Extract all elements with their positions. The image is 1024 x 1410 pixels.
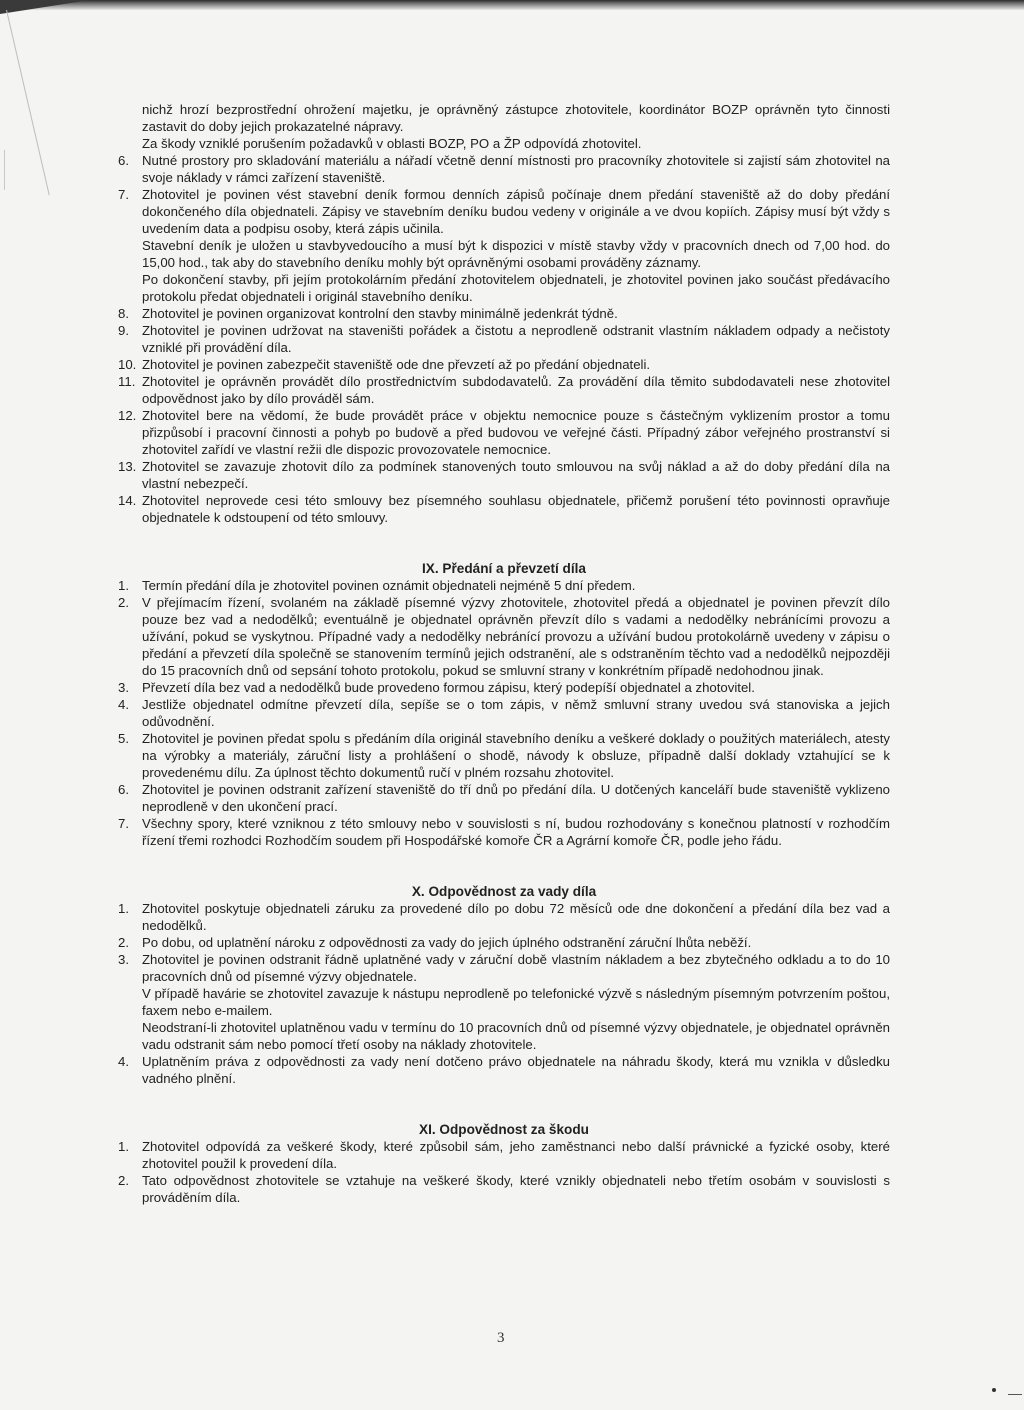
- item-text: Neodstraní-li zhotovitel uplatněnou vadu v termínu do 10 pracovních dnů od písemné výzvy objednatele, je objednatel oprávněn vadu odstranit sám nebo pomocí třetí osoby na náklady zhotovitele.: [142, 1020, 890, 1052]
- item-number: 14.: [118, 493, 137, 508]
- item-number: 1.: [118, 901, 129, 916]
- item-number: 2.: [118, 1173, 129, 1188]
- item-text: Zhotovitel odpovídá za veškeré škody, které způsobil sám, jeho zaměstnanci nebo další právnické a fyzické osoby, které zhotovitel použil k provedení díla.: [142, 1139, 890, 1171]
- section-heading-xi: XI. Odpovědnost za škodu: [419, 1122, 589, 1137]
- scan-edge-line: [4, 150, 5, 190]
- scan-speck: [992, 1388, 996, 1392]
- item-number: 3.: [118, 952, 129, 967]
- item-text: Tato odpovědnost zhotovitele se vztahuje na veškeré škody, které vznikly objednateli nebo třetím osobám v souvislosti s prováděním díla.: [142, 1173, 890, 1205]
- item-number: 10.: [118, 357, 137, 372]
- list-item: [118, 934, 890, 951]
- list-item: [118, 458, 890, 492]
- item-text: V případě havárie se zhotovitel zavazuje k nástupu neprodleně po telefonické výzvě s následným písemným potvrzením poštou, faxem nebo e-mailem.: [142, 986, 890, 1018]
- item-number: 9.: [118, 323, 129, 338]
- item-text: Zhotovitel je povinen předat spolu s předáním díla originál stavebního deníku a veškeré doklady o použitých materiálech, atesty na výrobky a materiály, záruční listy a prohlášení o shodě, návody k obsluze, případně další doklady vztahující se k provedenému dílu. Za úplnost těchto dokumentů ručí v plném rozsahu zhotovitel.: [142, 731, 890, 780]
- item-text: Zhotovitel je povinen odstranit zařízení staveniště do tří dnů po předání díla. U dotčených kanceláří bude staveniště vyklizeno neprodleně v den ukončení prací.: [142, 782, 890, 814]
- item-text: Zhotovitel se zavazuje zhotovit dílo za podmínek stanovených touto smlouvou na svůj náklad a až do doby předání díla na vlastní nebezpečí.: [142, 459, 890, 491]
- item-number: 4.: [118, 697, 129, 712]
- section-heading-ix: IX. Předání a převzetí díla: [422, 561, 586, 576]
- list-item: [118, 407, 890, 458]
- scan-mark: [1008, 1394, 1022, 1395]
- item-text: Všechny spory, které vzniknou z této smlouvy nebo v souvislosti s ní, budou rozhodovány s konečnou platností v rozhodčím řízení třemi rozhodci Rozhodčím soudem při Hospodářské komoře ČR a Agrární komoře ČR, podle jeho řádu.: [142, 816, 890, 848]
- item-text: V přejímacím řízení, svolaném na základě písemné výzvy zhotovitele, zhotovitel předá a objednatel je povinen převzít dílo pouze bez vad a nedodělků; eventuálně je objednatel oprávněn převzít dílo s vadami a nedodělky nebránícími provozu a užívání, pokud se vyskytnou. Případné vady a nedodělky nebránící provozu a užívání budou protokolárně uvedeny v zápisu o předání a převzetí díla společně se stanovením termínů jejich odstranění, ale s odstraněním těchto vad a nedodělků nejpozději do 15 pracovních dnů od sepsání tohoto protokolu, pokud se smluvní strany v konkrétním případě nedohodnou jinak.: [142, 595, 890, 678]
- item-number: 12.: [118, 408, 137, 423]
- item-text: Nutné prostory pro skladování materiálu a nářadí včetně denní místnosti pro pracovníky zhotovitele si zajistí sám zhotovitel na svoje náklady v rámci zařízení staveniště.: [142, 153, 890, 185]
- scan-fold-line: [6, 10, 50, 195]
- item-number: 11.: [118, 374, 136, 389]
- scan-top-edge: [0, 0, 1024, 10]
- section-heading-x: X. Odpovědnost za vady díla: [411, 884, 597, 899]
- item-text: Zhotovitel je povinen udržovat na staveništi pořádek a čistotu a neprodleně odstranit vlastním nákladem odpady a nečistoty vzniklé při provádění díla.: [142, 323, 890, 355]
- intro-paragraph: nichž hrozí bezprostřední ohrožení majetku, je oprávněný zástupce zhotovitele, koordinátor BOZP oprávněn tyto činnosti zastavit do doby jejich prokazatelné nápravy.: [142, 102, 890, 134]
- list-item: [118, 305, 890, 322]
- list-item: [118, 577, 890, 594]
- list-item: [118, 373, 890, 407]
- item-number: 2.: [118, 595, 129, 610]
- item-text: Zhotovitel poskytuje objednateli záruku za provedené dílo po dobu 72 měsíců ode dne dokončení a předání díla bez vad a nedodělků.: [142, 901, 890, 933]
- list-item: [118, 492, 890, 526]
- item-text: Uplatněním práva z odpovědnosti za vady není dotčeno právo objednatele na náhradu škody, která mu vznikla v důsledku vadného plnění.: [142, 1054, 890, 1086]
- list-item: [118, 679, 890, 696]
- item-number: 3.: [118, 680, 129, 695]
- item-number: 8.: [118, 306, 129, 321]
- list-item: [118, 781, 890, 815]
- item-number: 7.: [118, 816, 129, 831]
- list-item: [118, 696, 890, 730]
- list-item: [118, 1138, 890, 1172]
- item-number: 2.: [118, 935, 129, 950]
- item-text: Zhotovitel neprovede cesi této smlouvy bez písemného souhlasu objednatele, přičemž porušení této povinnosti opravňuje objednatele k odstoupení od této smlouvy.: [142, 493, 890, 525]
- item-text: Zhotovitel je povinen organizovat kontrolní den stavby minimálně jedenkrát týdně.: [142, 306, 618, 321]
- item-number: 5.: [118, 731, 129, 746]
- item-number: 6.: [118, 153, 129, 168]
- list-item: [118, 322, 890, 356]
- list-item: [118, 815, 890, 849]
- list-item: [118, 356, 890, 373]
- item-text: Jestliže objednatel odmítne převzetí díla, sepíše se o tom zápis, v němž smluvní strany uvedou svá stanoviska a jejich odůvodnění.: [142, 697, 890, 729]
- list-item: [118, 900, 890, 934]
- item-text: Zhotovitel je povinen zabezpečit staveniště ode dne převzetí až po předání objednateli.: [142, 357, 651, 372]
- item-text: Převzetí díla bez vad a nedodělků bude provedeno formou zápisu, který podepíší objednatel a zhotovitel.: [142, 680, 755, 695]
- item-number: 1.: [118, 1139, 129, 1154]
- list-item: [118, 730, 890, 781]
- item-number: 7.: [118, 187, 129, 202]
- item-number: 1.: [118, 578, 129, 593]
- document-body: [118, 101, 890, 1206]
- item-number: 13.: [118, 459, 137, 474]
- list-item: [118, 1172, 890, 1206]
- item-number: 6.: [118, 782, 129, 797]
- list-item: [118, 594, 890, 679]
- item-text: Po dobu, od uplatnění nároku z odpovědnosti za vady do jejich úplného odstranění záruční lhůta neběží.: [142, 935, 752, 950]
- item-text: Po dokončení stavby, při jejím protokolárním předání zhotovitelem objednateli, je zhotovitel povinen jako součást předávacího protokolu předat objednateli i originál stavebního deníku.: [142, 272, 890, 304]
- list-item: [118, 186, 890, 305]
- item-text: Zhotovitel je povinen odstranit řádně uplatněné vady v záruční době vlastním nákladem a bez zbytečného odkladu a to do 10 pracovních dnů od písemné výzvy objednatele.: [142, 952, 890, 984]
- item-text: Zhotovitel je oprávněn provádět dílo prostřednictvím subdodavatelů. Za provádění díla těmito subdodavateli nese zhotovitel odpovědnost jako by dílo prováděl sám.: [142, 374, 890, 406]
- intro-sentence: Za škody vzniklé porušením požadavků v oblasti BOZP, PO a ŽP odpovídá zhotovitel.: [142, 136, 642, 151]
- list-item: [118, 1053, 890, 1087]
- item-number: 4.: [118, 1054, 129, 1069]
- list-item: [118, 152, 890, 186]
- page-number: 3: [497, 1330, 505, 1346]
- item-text: Termín předání díla je zhotovitel povinen oznámit objednateli nejméně 5 dní předem.: [142, 578, 636, 593]
- item-text: Zhotovitel bere na vědomí, že bude provádět práce v objektu nemocnice pouze s částečným vyklizením prostor a tomu přizpůsobí i pracovní činnosti a pohyb po budově a před budovou ve veřejné části. Případný zábor veřejného prostranství si zhotovitel zařídí ve vlastní režii dle dispozic provozovatele nemocnice.: [142, 408, 890, 457]
- item-text: Stavební deník je uložen u stavbyvedoucího a musí být k dispozici v místě stavby vždy v pracovních dnech od 7,00 hod. do 15,00 hod., tak aby do stavebního deníku mohly být oprávněnými osobami prováděny záznamy.: [142, 238, 890, 270]
- item-text: Zhotovitel je povinen vést stavební deník formou denních zápisů počínaje dnem předání staveniště až do doby předání dokončeného díla objednateli. Zápisy ve stavebním deníku budou vedeny v originále a ve dvou kopiích. Zápisy musí být vždy s uvedením data a podpisu osoby, která zápis učinila.: [142, 187, 890, 236]
- list-item: [118, 951, 890, 1053]
- scan-corner-shadow: [0, 0, 90, 14]
